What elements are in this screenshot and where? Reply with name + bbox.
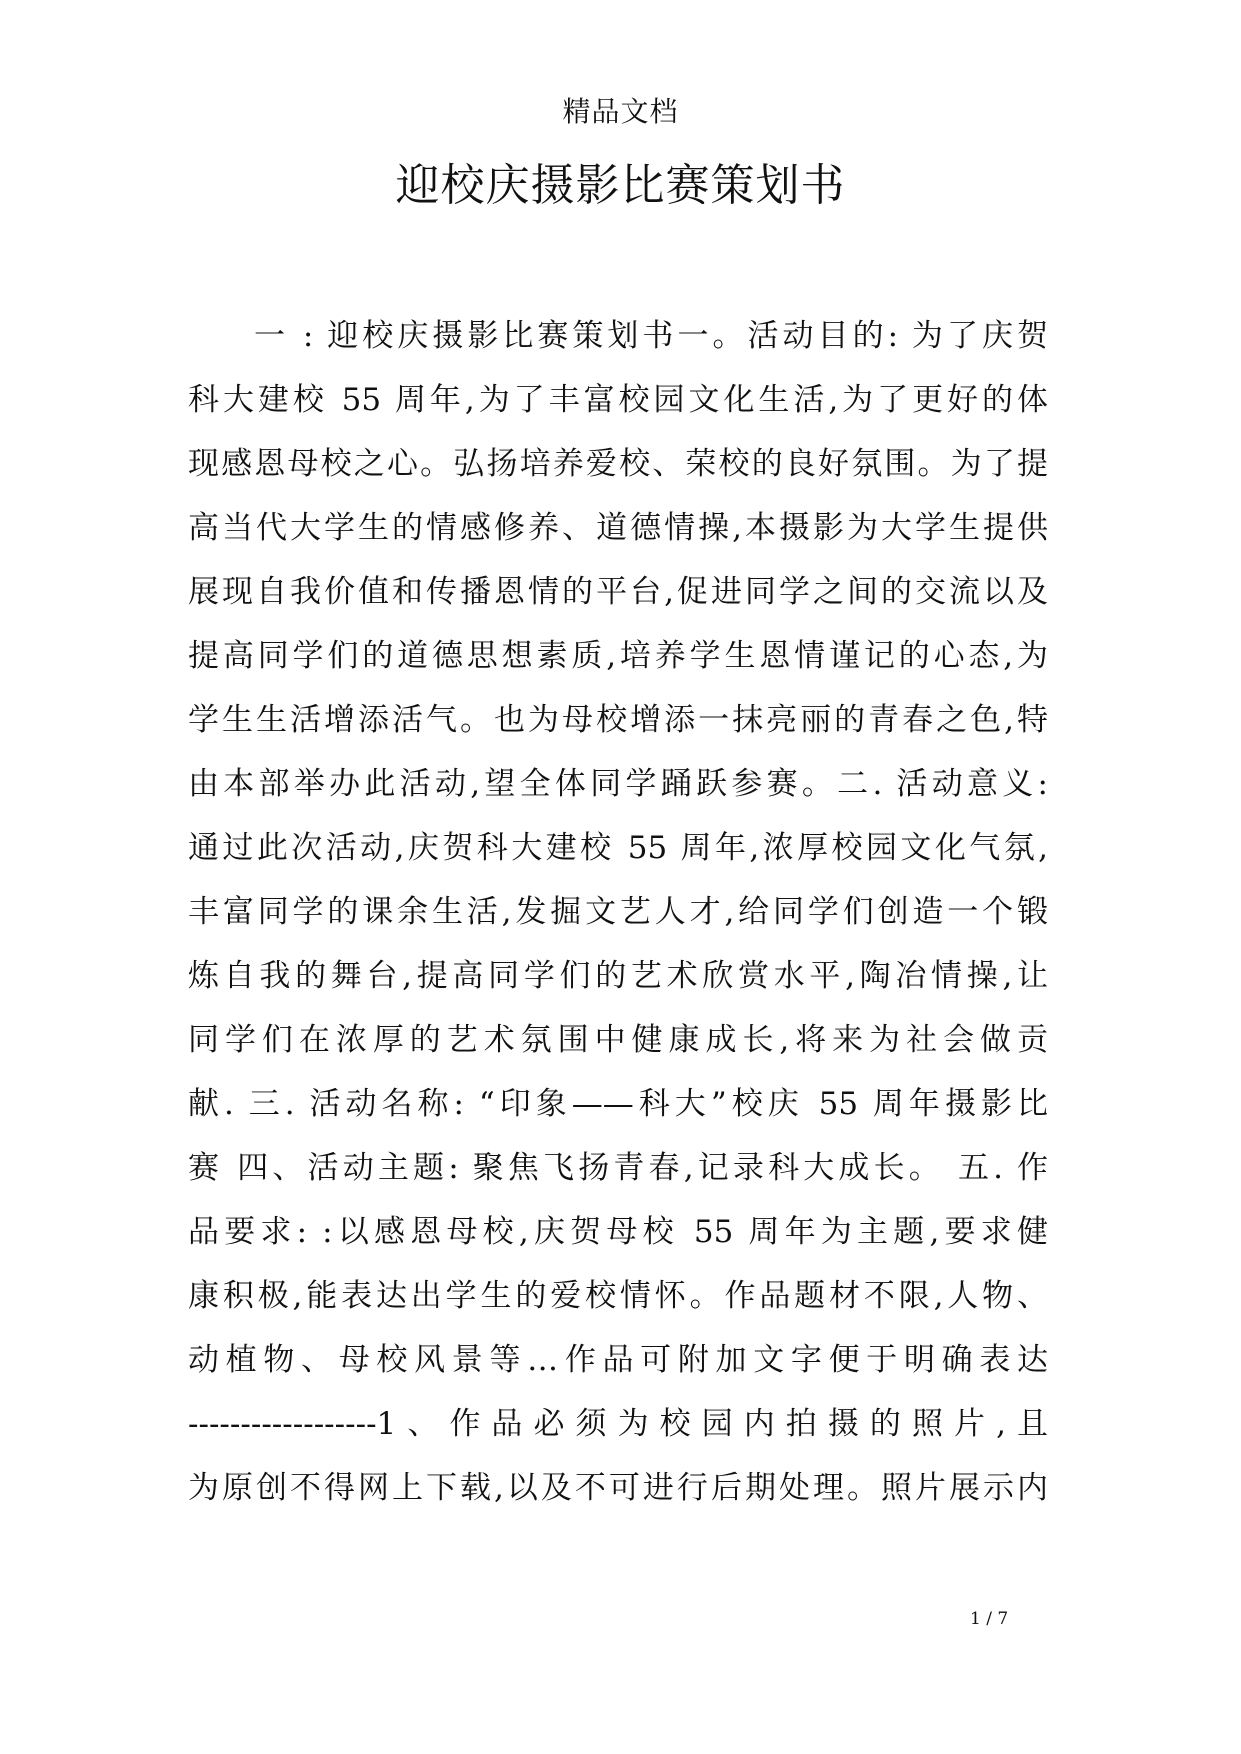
page-number: 1 / 7	[970, 1609, 1009, 1629]
body-line: 同学们在浓厚的艺术氛围中健康成长,将来为社会做贡	[188, 1022, 1048, 1058]
body-line: ------------------1、作品必须为校园内拍摄的照片,且	[188, 1406, 1048, 1442]
body-line: 高当代大学生的情感修养、道德情操,本摄影为大学生提供	[188, 510, 1048, 546]
body-line: 通过此次活动,庆贺科大建校 55 周年,浓厚校园文化气氛,	[188, 830, 1048, 866]
body-line: 丰富同学的课余生活,发掘文艺人才,给同学们创造一个锻	[188, 894, 1048, 930]
body-line: 科大建校 55 周年,为了丰富校园文化生活,为了更好的体	[188, 382, 1048, 418]
body-line: 展现自我价值和传播恩情的平台,促进同学之间的交流以及	[188, 574, 1048, 610]
body-line: 一 : 迎校庆摄影比赛策划书一。活动目的: 为了庆贺	[254, 318, 1048, 354]
body-line: 现感恩母校之心。弘扬培养爱校、荣校的良好氛围。为了提	[188, 446, 1048, 482]
body-line: 学生生活增添活气。也为母校增添一抹亮丽的青春之色,特	[188, 702, 1048, 738]
body-line: 为原创不得网上下载,以及不可进行后期处理。照片展示内	[188, 1470, 1048, 1506]
document-body	[188, 304, 1048, 1520]
body-line: 康积极,能表达出学生的爱校情怀。作品题材不限,人物、	[188, 1278, 1048, 1314]
body-line: 动植物、母校风景等…作品可附加文字便于明确表达	[188, 1342, 1048, 1378]
body-line: 品要求: :以感恩母校,庆贺母校 55 周年为主题,要求健	[188, 1214, 1048, 1250]
page-header: 精品文档	[562, 95, 679, 128]
body-line: 炼自我的舞台,提高同学们的艺术欣赏水平,陶冶情操,让	[188, 958, 1048, 994]
body-line: 提高同学们的道德思想素质,培养学生恩情谨记的心态,为	[188, 638, 1048, 674]
body-line: 由本部举办此活动,望全体同学踊跃参赛。二. 活动意义:	[188, 766, 1048, 802]
document-title: 迎校庆摄影比赛策划书	[395, 160, 846, 211]
body-line: 赛 四、活动主题: 聚焦飞扬青春,记录科大成长。 五. 作	[188, 1150, 1048, 1186]
body-line: 献. 三. 活动名称: “印象——科大”校庆 55 周年摄影比	[188, 1086, 1048, 1122]
